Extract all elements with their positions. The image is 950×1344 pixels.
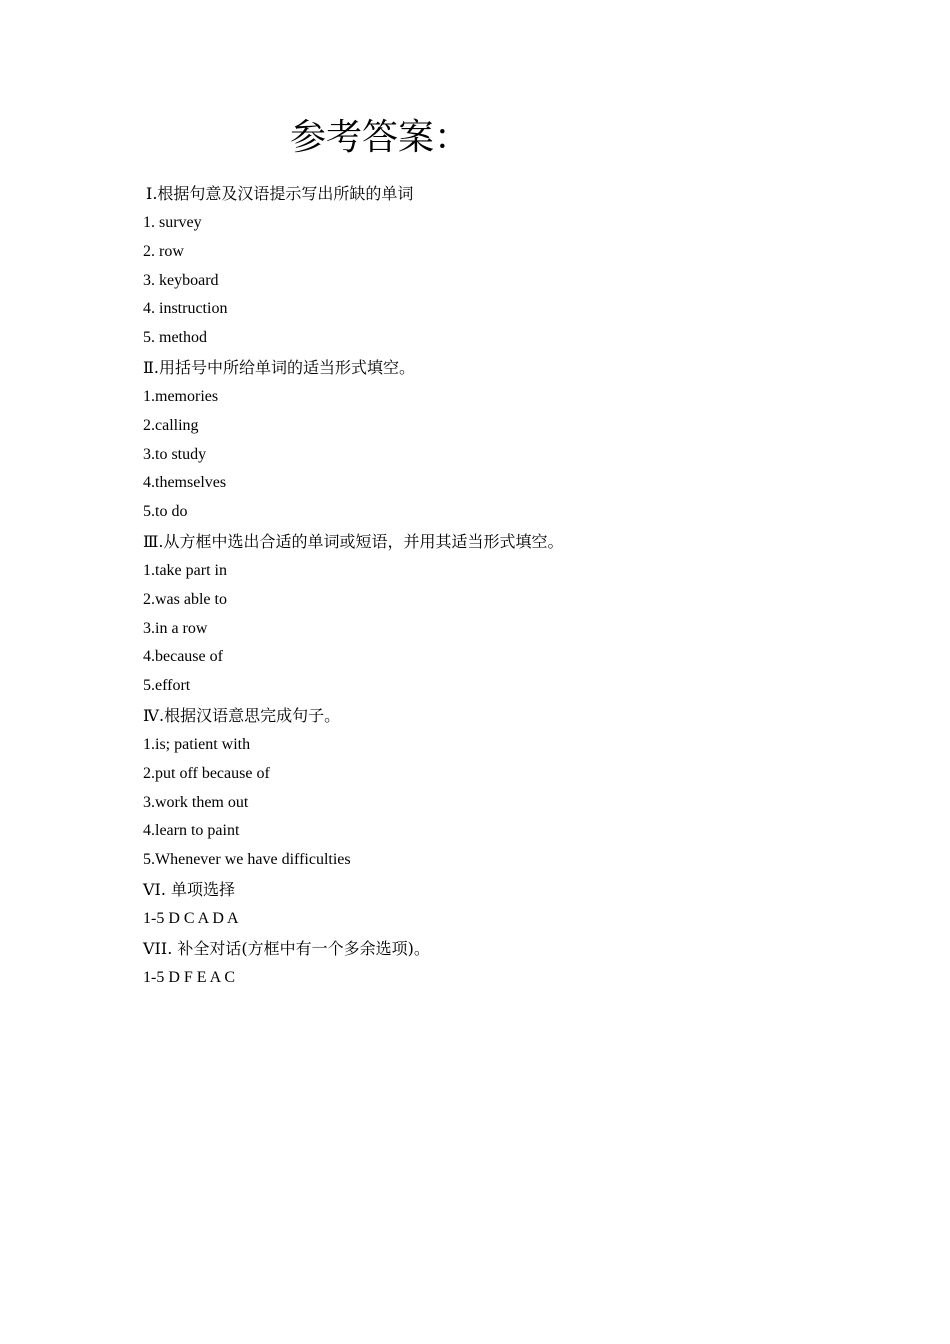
answer-item: 2.calling (143, 416, 199, 434)
answer-item: 4.themselves (143, 474, 227, 492)
answer-key (143, 179, 843, 993)
section-heading-1: Ⅰ.根据句意及汉语提示写出所缺的单词 (146, 184, 414, 203)
answer-item: 1-5 D F E A C (143, 968, 236, 986)
answer-item: 1.memories (143, 387, 219, 405)
answer-item: 3.in a row (143, 619, 208, 637)
answer-item: 4.learn to paint (143, 822, 240, 840)
answer-item: 2.was able to (143, 590, 227, 608)
answer-item: 3.work them out (143, 793, 249, 811)
section-heading-6: VI. 单项选择 (143, 879, 236, 899)
answer-item: 1.is; patient with (143, 735, 251, 753)
answer-item: 5.Whenever we have difficulties (143, 851, 351, 869)
answer-item: 4. instruction (143, 300, 228, 318)
answer-item: 5. method (143, 329, 207, 347)
answer-item: 3.to study (143, 445, 207, 463)
section-heading-2: Ⅱ.用括号中所给单词的适当形式填空。 (143, 357, 415, 377)
answer-item: 2. row (143, 242, 184, 260)
page-title: 参考答案： (289, 117, 470, 158)
answer-item: 5.effort (143, 677, 191, 695)
answer-item: 3. keyboard (143, 271, 219, 289)
answer-item: 4.because of (143, 648, 223, 666)
answer-item: 2.put off because of (143, 764, 270, 782)
answer-item: 1-5 D C A D A (143, 909, 239, 927)
section-heading-4: Ⅳ.根据汉语意思完成句子。 (143, 705, 341, 725)
answer-item: 1.take part in (143, 561, 227, 579)
answer-item: 5.to do (143, 503, 188, 521)
answer-item: 1. survey (143, 214, 202, 231)
section-heading-3: Ⅲ.从方框中选出合适的单词或短语，并用其适当形式填空。 (143, 531, 564, 551)
section-heading-7: VII. 补全对话(方框中有一个多余选项)。 (143, 938, 430, 958)
